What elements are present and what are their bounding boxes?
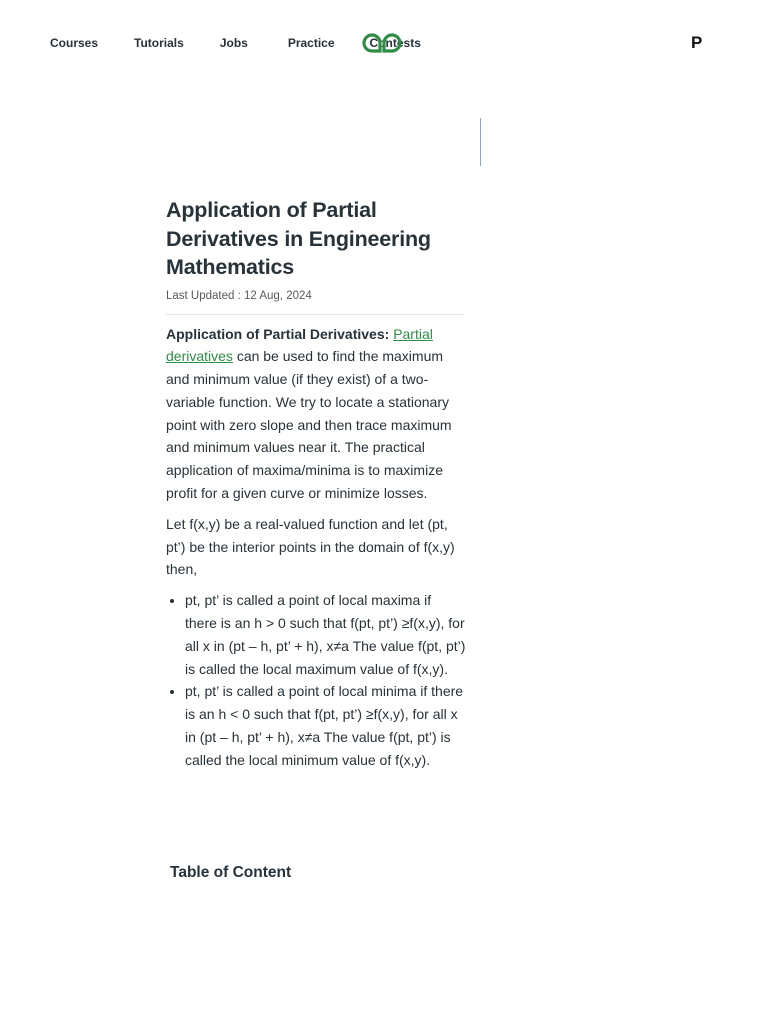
last-updated: Last Updated : 12 Aug, 2024	[166, 289, 312, 302]
geeksforgeeks-logo-icon[interactable]	[358, 30, 406, 58]
intro-paragraph	[166, 323, 466, 505]
title-divider	[166, 314, 464, 315]
list-item-local-maxima: • pt, pt’ is called a point of local maxima if there is an h > 0 such that f(pt, pt’) ≥f(x,y), for all x in (pt – h, pt’ + h), x≠a The value f(pt, pt’) is called the local maximum value of f(x,y).	[185, 589, 466, 680]
article-body	[166, 323, 466, 772]
nav-contests[interactable]: Contests	[369, 36, 421, 50]
partial-derivatives-link[interactable]: Partial derivatives	[166, 325, 433, 365]
profile-avatar[interactable]: P	[691, 33, 703, 52]
table-of-content-heading[interactable]: Table of Content	[170, 864, 292, 881]
ad-placeholder	[480, 118, 481, 166]
extrema-list	[166, 589, 466, 771]
article-title: Application of Partial Derivatives in Engineering Mathematics	[166, 198, 431, 279]
definition-paragraph: Let f(x,y) be a real-valued function and let (pt, pt’) be the interior points in the domain of f(x,y) then,	[166, 515, 455, 578]
list-item-local-minima: • pt, pt’ is called a point of local minima if there is an h < 0 such that f(pt, pt’) ≥f(x,y), for all x in (pt – h, pt’ + h), x≠a The value f(pt, pt’) is called the local minimum value of f(x,y).	[185, 680, 466, 771]
nav-jobs[interactable]: Jobs	[219, 36, 248, 50]
nav-practice[interactable]: Practice	[287, 36, 335, 50]
intro-text: can be used to find the maximum and minimum value (if they exist) of a two-variable function. We try to locate a stationary point with zero slope and then trace maximum and minimum values near it. The practical application of maxima/minima is to maximize profit for a given curve or minimize losses.	[166, 348, 452, 502]
intro-lead: Application of Partial Derivatives:	[166, 325, 390, 342]
nav-courses[interactable]: Courses	[50, 36, 99, 50]
nav-tutorials[interactable]: Tutorials	[134, 36, 184, 50]
article	[166, 196, 466, 772]
top-navigation	[0, 0, 768, 88]
